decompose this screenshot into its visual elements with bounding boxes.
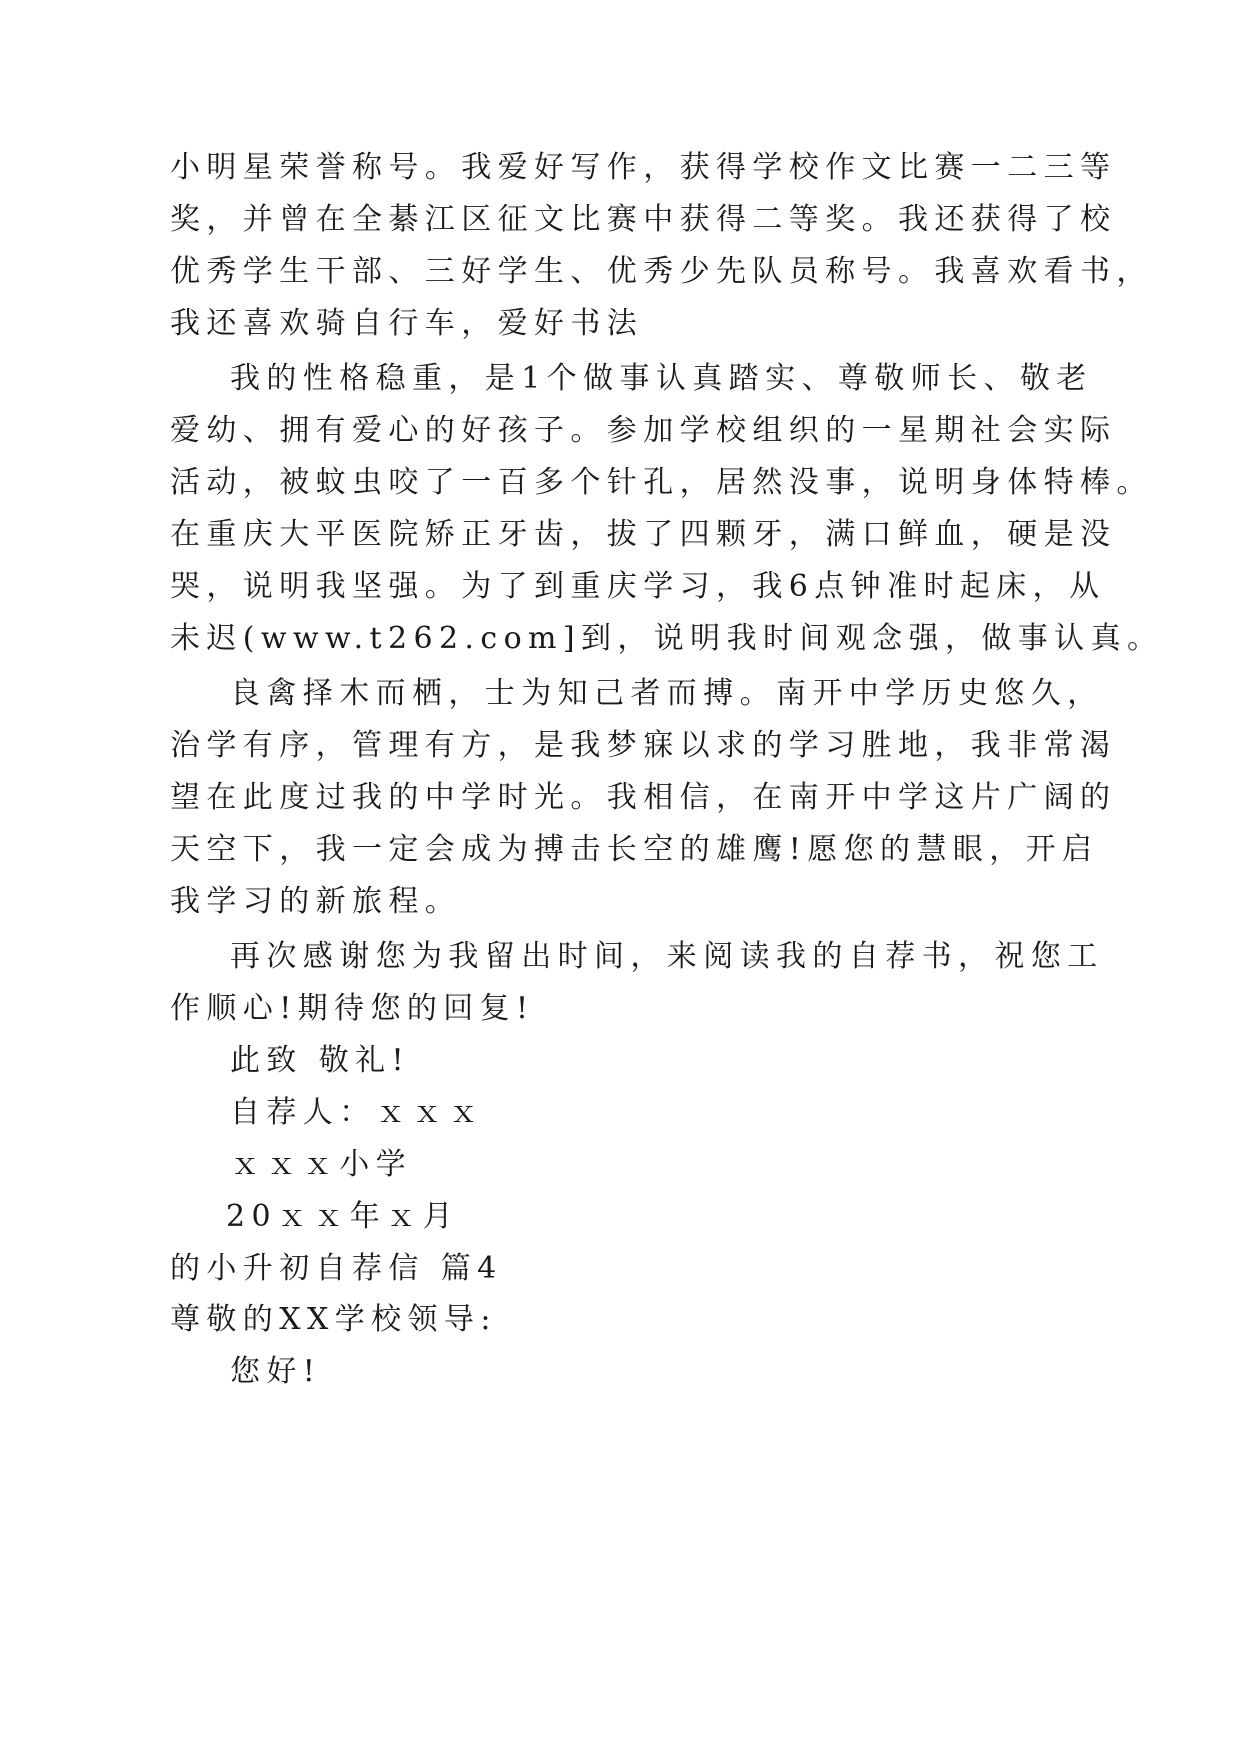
greeting-line: 您好! — [230, 1354, 322, 1389]
text-line: 再次感谢您为我留出时间，来阅读我的自荐书，祝您工 — [230, 939, 1104, 974]
section-title: 的小升初自荐信 篇4 — [170, 1251, 503, 1286]
text-line: 爱幼、拥有爱心的好孩子。参加学校组织的一星期社会实际 — [170, 413, 1117, 448]
text-line: 未迟(www.t262.com]到，说明我时间观念强，做事认真。 — [170, 621, 1164, 656]
text-line: 我学习的新旅程。 — [170, 884, 462, 919]
text-line: 我的性格稳重，是1个做事认真踏实、尊敬师长、敬老 — [230, 361, 1093, 396]
text-line: 作顺心!期待您的回复! — [170, 991, 535, 1026]
salutation-line: 尊敬的XX学校领导: — [170, 1302, 497, 1337]
text-line: 优秀学生干部、三好学生、优秀少先队员称号。我喜欢看书， — [170, 254, 1153, 289]
text-line: 治学有序，管理有方，是我梦寐以求的学习胜地，我非常渴 — [170, 728, 1117, 763]
text-line: 哭，说明我坚强。为了到重庆学习，我6点钟准时起床，从 — [170, 569, 1106, 604]
text-line: 我还喜欢骑自行车，爱好书法 — [170, 306, 644, 341]
signer-line: 自荐人：ｘｘｘ — [230, 1095, 485, 1130]
date-line: 20ｘｘ年ｘ月 — [226, 1199, 459, 1234]
text-line: 奖，并曾在全綦江区征文比赛中获得二等奖。我还获得了校 — [170, 202, 1117, 237]
text-line: 良禽择木而栖，士为知己者而搏。南开中学历史悠久， — [230, 676, 1104, 711]
text-line: 活动，被蚊虫咬了一百多个针孔，居然没事，说明身体特棒。 — [170, 465, 1153, 500]
text-line: 小明星荣誉称号。我爱好写作，获得学校作文比赛一二三等 — [170, 150, 1117, 185]
closing-line: 此致 敬礼! — [230, 1043, 410, 1078]
text-line: 望在此度过我的中学时光。我相信，在南开中学这片广阔的 — [170, 780, 1117, 815]
school-line: ｘｘｘ小学 — [230, 1147, 412, 1182]
text-line: 在重庆大平医院矫正牙齿，拔了四颗牙，满口鲜血，硬是没 — [170, 517, 1117, 552]
text-line: 天空下，我一定会成为搏击长空的雄鹰!愿您的慧眼，开启 — [170, 832, 1099, 867]
